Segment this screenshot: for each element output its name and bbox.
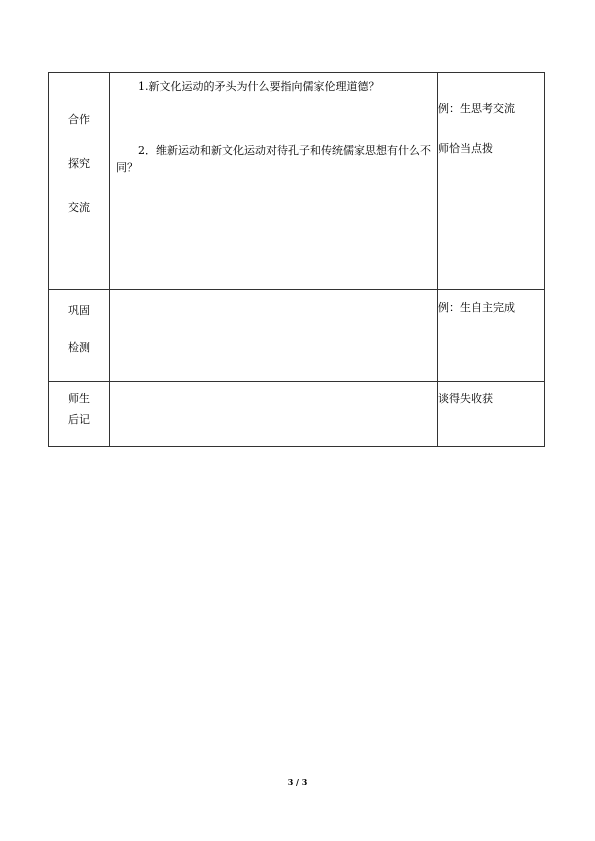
table-row xyxy=(49,382,545,447)
row-label-cooperation xyxy=(49,73,110,290)
note-line: 谈得失收获 xyxy=(438,392,493,405)
row-label-line: 合作 xyxy=(68,113,90,126)
row-note-cooperation xyxy=(438,73,545,290)
row-label-line: 师生 xyxy=(68,392,90,405)
note-line: 例：生自主完成 xyxy=(438,301,515,314)
question-1: 1.新文化运动的矛头为什么要指向儒家伦理道德？ xyxy=(138,80,380,93)
row-label-line: 巩固 xyxy=(68,304,90,317)
row-note-consolidation xyxy=(438,290,545,382)
lesson-plan-table xyxy=(48,72,545,447)
note-line: 例：生思考交流 xyxy=(438,102,515,115)
row-label-line: 探究 xyxy=(68,157,90,170)
table-row xyxy=(49,290,545,382)
page-number: 3 / 3 xyxy=(287,777,308,787)
row-note-postscript xyxy=(438,382,545,447)
row-label-consolidation xyxy=(49,290,110,382)
row-label-line: 检测 xyxy=(68,341,90,354)
row-content-cooperation xyxy=(110,73,438,290)
row-label-line: 后记 xyxy=(68,413,90,426)
row-label-line: 交流 xyxy=(68,201,90,214)
table-row xyxy=(49,73,545,290)
row-content-consolidation xyxy=(110,290,438,382)
question-2: 2．维新运动和新文化运动对待孔子和传统儒家思想有什么不同？ xyxy=(116,144,431,174)
note-line: 师恰当点拨 xyxy=(438,142,493,155)
row-content-postscript xyxy=(110,382,438,447)
row-label-postscript xyxy=(49,382,110,447)
